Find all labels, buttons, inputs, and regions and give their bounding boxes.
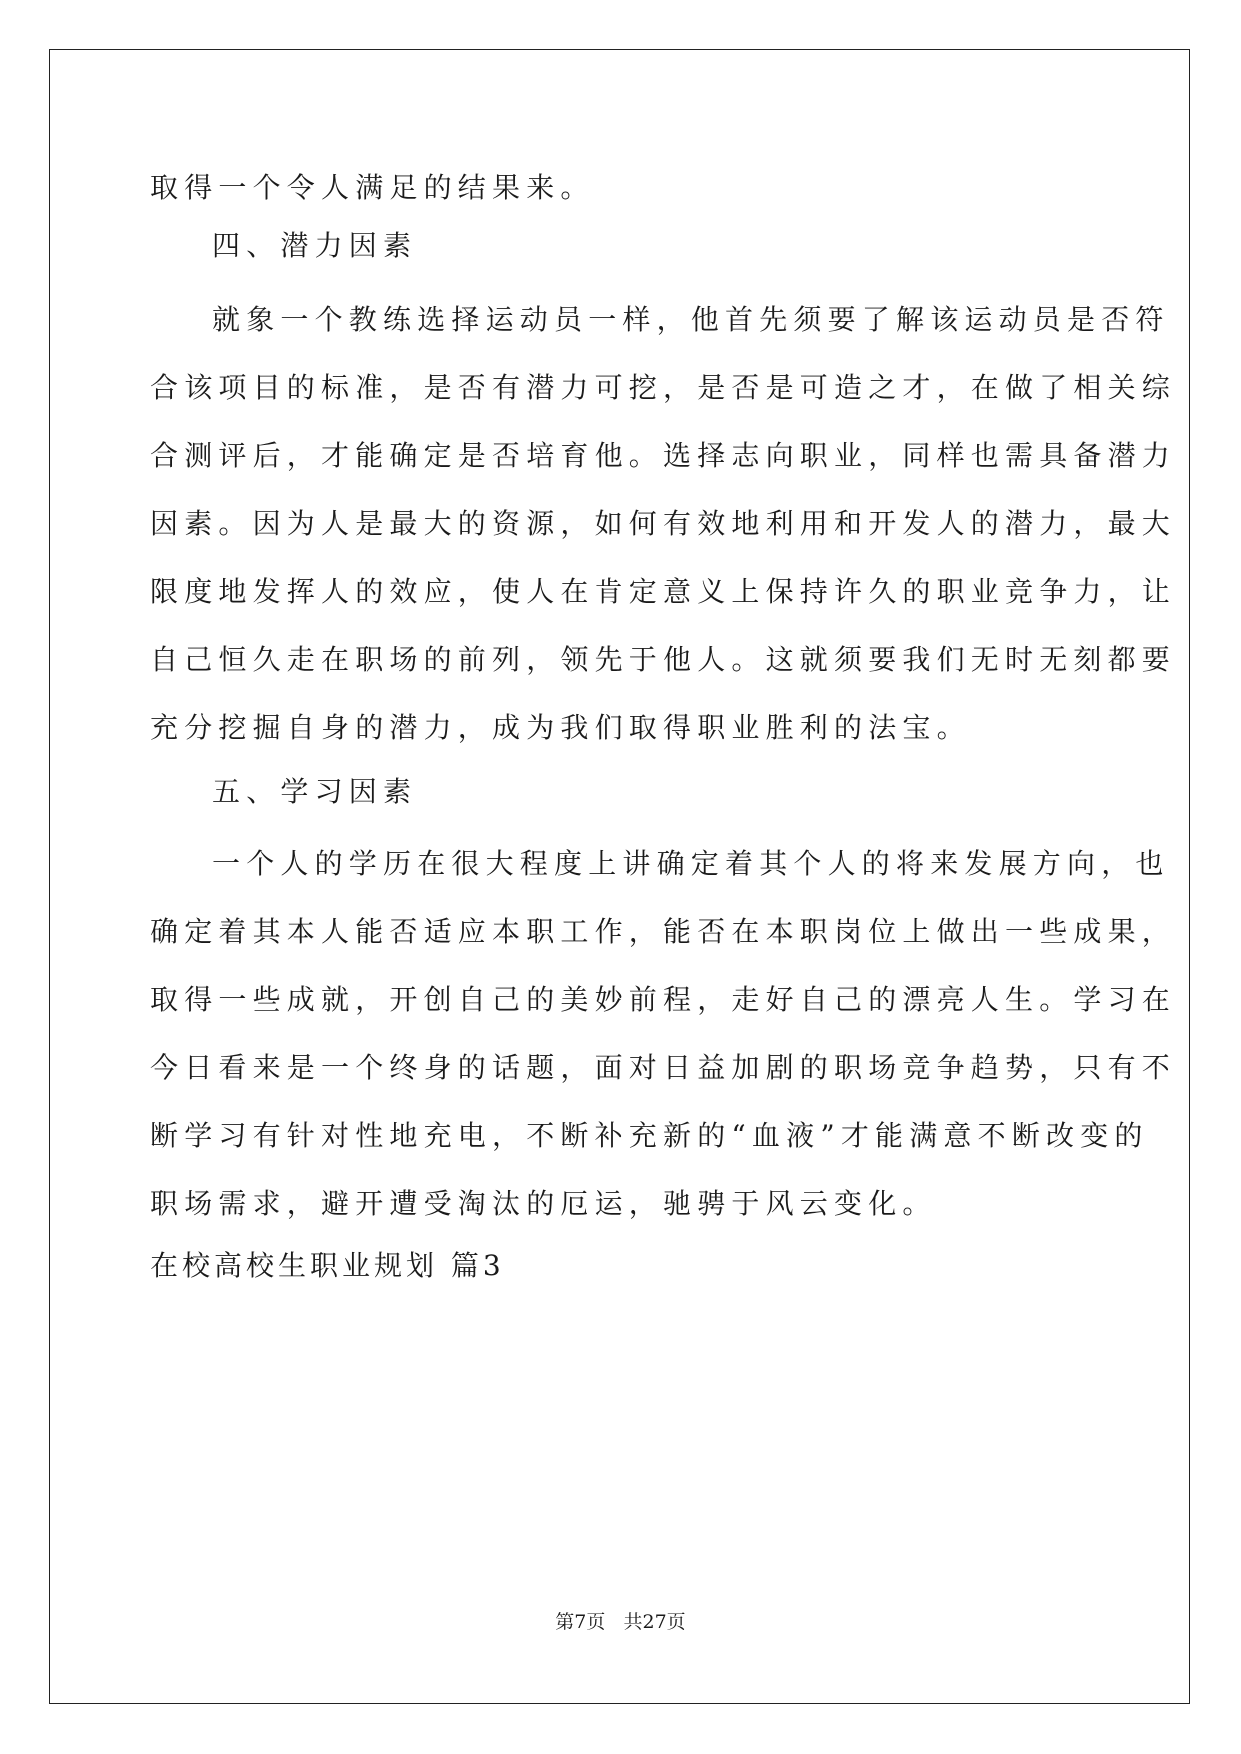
paragraph-line: 合该项目的标准，是否有潜力可挖，是否是可造之才，在做了相关综	[150, 371, 1177, 404]
paragraph-line: 职场需求，避开遭受淘汰的厄运，驰骋于风云变化。	[150, 1187, 937, 1220]
paragraph-line: 自己恒久走在职场的前列，领先于他人。这就须要我们无时无刻都要	[150, 643, 1177, 676]
paragraph-line: 今日看来是一个终身的话题，面对日益加剧的职场竞争趋势，只有不	[150, 1051, 1177, 1084]
paragraph-line: 确定着其本人能否适应本职工作，能否在本职岗位上做出一些成果，	[150, 915, 1177, 948]
section-heading-potential: 四、潜力因素	[212, 229, 418, 262]
article-title: 在校高校生职业规划 篇3	[150, 1249, 505, 1282]
paragraph-line: 取得一个令人满足的结果来。	[150, 171, 595, 204]
paragraph-line: 充分挖掘自身的潜力，成为我们取得职业胜利的法宝。	[150, 711, 971, 744]
paragraph-line: 就象一个教练选择运动员一样，他首先须要了解该运动员是否符	[212, 303, 1170, 336]
paragraph-line: 取得一些成就，开创自己的美妙前程，走好自己的漂亮人生。学习在	[150, 983, 1177, 1016]
paragraph-line: 合测评后，才能确定是否培育他。选择志向职业，同样也需具备潜力	[150, 439, 1177, 472]
paragraph-line: 一个人的学历在很大程度上讲确定着其个人的将来发展方向，也	[212, 847, 1170, 880]
paragraph-line: 因素。因为人是最大的资源，如何有效地利用和开发人的潜力，最大	[150, 507, 1177, 540]
section-heading-learning: 五、学习因素	[212, 775, 418, 808]
paragraph-line: 断学习有针对性地充电，不断补充新的“血液”才能满意不断改变的	[150, 1119, 1149, 1152]
paragraph-line: 限度地发挥人的效应，使人在肯定意义上保持许久的职业竞争力，让	[150, 575, 1177, 608]
page-number-footer: 第7页 共27页	[555, 1611, 686, 1633]
